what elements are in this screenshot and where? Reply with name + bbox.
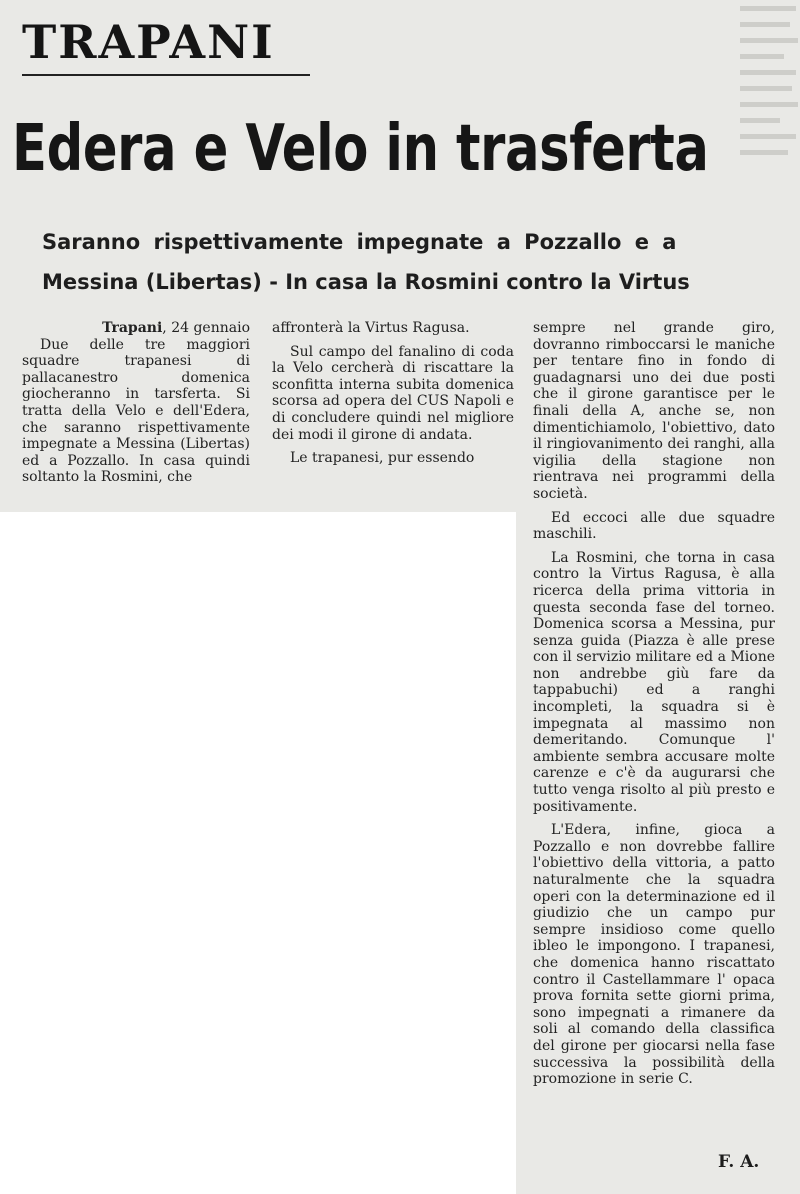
subheadline-line-1: Saranno rispettivamente impegnate a Pozzallo e a bbox=[42, 230, 677, 254]
paragraph: Sul campo del fanalino di coda la Velo cercherà di riscattare la sconfitta interna subita domenica scorsa ad opera del CUS Napoli e di concludere quindi nel migliore dei modi il girone di andata. bbox=[272, 343, 514, 443]
section-underline bbox=[22, 74, 310, 76]
dateline-date: , 24 gennaio bbox=[162, 320, 250, 336]
article-column-3 bbox=[533, 320, 775, 1095]
paragraph: L'Edera, infine, gioca a Pozzallo e non dovrebbe fallire l'obiettivo della vittoria, a patto naturalmente che la squadra operi con la determinazione ed il giudizio che un campo pur sempre insidioso come quello ibleo le impongono. I trapanesi, che domenica hanno riscattato contro il Castellammare l' opaca prova fornita sette giorni prima, sono impegnati a rimanere da soli al comando della classifica del girone per giocarsi nella fase successiva la possibilità della promozione in serie C. bbox=[533, 822, 775, 1088]
paragraph: sempre nel grande giro, dovranno rimboccarsi le maniche per tentare fino in fondo di guadagnarsi uno dei due posti che il girone garantisce per le finali della A, anche se, non dimentichiamolo, l'obiettivo, dato il ringiovanimento dei ranghi, alla vigilia della stagione non rientrava nei programmi della società. bbox=[533, 320, 775, 502]
article-column-1 bbox=[22, 320, 250, 493]
section-title: TRAPANI bbox=[22, 15, 275, 69]
author-signature: F. A. bbox=[718, 1152, 760, 1172]
paragraph: Ed eccoci alle due squadre maschili. bbox=[533, 509, 775, 543]
paragraph: Due delle tre maggiori squadre trapanesi di pallacanestro domenica giocheranno in tarsferta. Si tratta della Velo e dell'Edera, che saranno rispettivamente impegnate a Messina (Libertas) ed a Pozzallo. In casa quindi soltanto la Rosmini, che bbox=[22, 336, 250, 486]
faded-text-lines bbox=[736, 0, 800, 170]
article-column-2 bbox=[272, 320, 514, 474]
paragraph: La Rosmini, che torna in casa contro la Virtus Ragusa, è alla ricerca della prima vittoria in questa seconda fase del torneo. Domenica scorsa a Messina, pur senza guida (Piazza è alle prese con il servizio militare ed a Mione non andrebbe giù fare da tappabuchi) ed a ranghi incompleti, la squadra si è impegnata al massimo non demeritando. Comunque l' ambiente sembra accusare molte carenze e c'è da augurarsi che tutto venga risolto al più presto e positivamente. bbox=[533, 549, 775, 815]
subheadline-line-2: Messina (Libertas) - In casa la Rosmini contro la Virtus bbox=[42, 270, 690, 294]
paragraph: Le trapanesi, pur essendo bbox=[290, 450, 475, 467]
dateline-place: Trapani bbox=[102, 320, 163, 336]
headline: Edera e Velo in trasferta bbox=[12, 112, 709, 186]
dateline bbox=[22, 320, 250, 337]
paragraph: affronterà la Virtus Ragusa. bbox=[272, 320, 470, 336]
adjacent-column-bleed bbox=[736, 0, 800, 170]
